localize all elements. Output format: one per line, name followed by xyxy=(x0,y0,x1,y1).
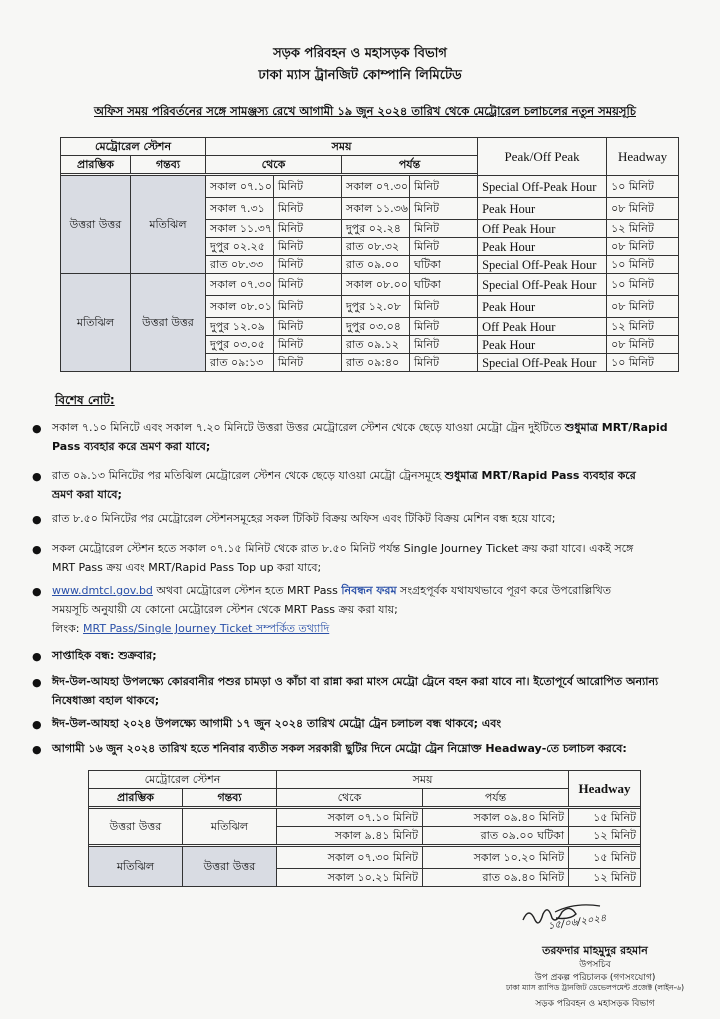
header-dest: গন্তব্য xyxy=(131,156,206,174)
note-2-emphasis-2: ভ্রমণ করা যাবে; xyxy=(52,488,122,501)
header-start: প্রারম্ভিক xyxy=(61,156,131,174)
table-row-from: দুপুর ০২.২৫ xyxy=(206,238,274,256)
table-row-from-unit: মিনিট xyxy=(274,354,342,372)
header-to: পর্যন্ত xyxy=(423,789,569,807)
group2-dest: উত্তরা উত্তর xyxy=(183,847,277,887)
table-row-to: রাত ০৯.০০ ঘটিকা xyxy=(423,827,569,845)
note-5-text: অথবা মেট্রোরেল স্টেশন হতে MRT Pass xyxy=(156,584,338,597)
dmtcl-website-link[interactable]: www.dmtcl.gov.bd xyxy=(52,584,153,597)
table-row-headway: ১২ মিনিট xyxy=(607,318,679,336)
note-5 xyxy=(52,581,677,638)
table-row-to-unit: ঘটিকা xyxy=(410,274,478,296)
table-row-headway: ১০ মিনিট xyxy=(607,176,679,198)
header-peak: Peak/Off Peak xyxy=(478,138,607,176)
table-row-from: সকাল ১০.২১ মিনিট xyxy=(277,869,423,887)
table-row-to-unit: মিনিট xyxy=(410,176,478,198)
mrt-info-link[interactable]: MRT Pass/Single Journey Ticket সম্পর্কিত তথ্যাদি xyxy=(82,622,330,635)
signatory-designation: উপ প্রকল্প পরিচালক (গণসংযোগ) xyxy=(534,973,656,983)
bullet-icon: ● xyxy=(32,650,42,663)
table-row-to: রাত ০৯.১২ xyxy=(342,336,410,354)
page-headline: অফিস সময় পরিবর্তনের সঙ্গে সামঞ্জস্য রেখে আগামী ১৯ জুন ২০২৪ তারিখ থেকে মেট্রোরেল চলাচলের নতুন সময়সূচি xyxy=(94,104,636,118)
table-row-from: রাত ০৯:১৩ xyxy=(206,354,274,372)
table-row-to-unit: মিনিট xyxy=(410,296,478,318)
note-5-link-label: লিংক: xyxy=(52,622,80,635)
table-row-to: রাত ০৮.৩২ xyxy=(342,238,410,256)
table-row-to: রাত ০৯.৪০ মিনিট xyxy=(423,869,569,887)
table-row-from: রাত ০৮.৩৩ xyxy=(206,256,274,274)
header-time: সময় xyxy=(277,771,569,789)
bullet-icon: ● xyxy=(32,513,42,526)
table-row-peak: Special Off-Peak Hour xyxy=(478,274,607,296)
group2-dest: উত্তরা উত্তর xyxy=(131,274,206,372)
bullet-icon: ● xyxy=(32,718,42,731)
bullet-icon: ● xyxy=(32,543,42,556)
table-row-from: সকাল ৭.৩১ xyxy=(206,198,274,220)
header-from: থেকে xyxy=(206,156,342,174)
note-2-text: রাত ০৯.১৩ মিনিটের পর মতিঝিল মেট্রোরেল স্টেশন থেকে ছেড়ে যাওয়া মেট্রো ট্রেনসমূহে xyxy=(52,469,442,482)
note-8: ঈদ-উল-আযহা ২০২৪ উপলক্ষ্যে আগামী ১৭ জুন ২০২৪ তারিখ মেট্রো ট্রেন চলাচল বন্ধ থাকবে; এবং xyxy=(52,717,502,730)
header-start: প্রারম্ভিক xyxy=(89,789,183,807)
table-row-to: সকাল ১১.৩৬ xyxy=(342,198,410,220)
signature-date: ১৫/০৬/২০২৪ xyxy=(547,912,608,933)
group1-dest: মতিঝিল xyxy=(131,176,206,274)
note-7-text-2: নিষেধাজ্ঞা বহাল থাকবে; xyxy=(52,694,160,707)
table-row-from: সকাল ০৭.৩০ মিনিট xyxy=(277,847,423,869)
group1-start: উত্তরা উত্তর xyxy=(89,809,183,845)
table-row-to: দুপুর ০৩.০৪ xyxy=(342,318,410,336)
table-row-to-unit: মিনিট xyxy=(410,220,478,238)
note-7 xyxy=(52,672,677,710)
table-row-peak: Special Off-Peak Hour xyxy=(478,256,607,274)
table-row-headway: ০৮ মিনিট xyxy=(607,336,679,354)
table-row-to: সকাল ০৮.০০ xyxy=(342,274,410,296)
signatory-title: উপসচিব xyxy=(579,960,611,970)
table-row-headway: ১০ মিনিট xyxy=(607,354,679,372)
table-row-headway: ১৫ মিনিট xyxy=(569,809,641,827)
bullet-icon: ● xyxy=(32,422,42,435)
table-row-to: সকাল ১০.২০ মিনিট xyxy=(423,847,569,869)
note-2-emphasis: শুধুমাত্র MRT/Rapid Pass ব্যবহার করে xyxy=(444,469,636,482)
group1-start: উত্তরা উত্তর xyxy=(61,176,131,274)
note-4 xyxy=(52,539,677,577)
table-row-headway: ১২ মিনিট xyxy=(569,869,641,887)
table-row-headway: ১০ মিনিট xyxy=(607,274,679,296)
group2-start: মতিঝিল xyxy=(61,274,131,372)
bullet-icon: ● xyxy=(32,743,42,756)
table-row-from: সকাল ০৭.৩০ xyxy=(206,274,274,296)
table-row-headway: ১২ মিনিট xyxy=(607,220,679,238)
table-row-peak: Peak Hour xyxy=(478,198,607,220)
group1-dest: মতিঝিল xyxy=(183,809,277,845)
note-4-text-2: MRT Pass ক্রয় এবং MRT/Rapid Pass Top up করা যাবে; xyxy=(52,561,322,574)
signatory-name: তরফদার মাহমুদুর রহমান xyxy=(542,944,648,957)
group2-start: মতিঝিল xyxy=(89,847,183,887)
header-headway: Headway xyxy=(607,138,679,176)
table-row-headway: ০৮ মিনিট xyxy=(607,198,679,220)
signatory-project: ঢাকা ম্যাস র‍্যাপিড ট্রানজিট ডেভেলপমেন্ট প্রজেক্ট (লাইন-৬) xyxy=(505,983,685,992)
header-station: মেট্রোরেল স্টেশন xyxy=(89,771,277,789)
table-row-from: দুপুর ১২.০৯ xyxy=(206,318,274,336)
schedule-table xyxy=(60,137,679,372)
header-from: থেকে xyxy=(277,789,423,807)
registration-form-link[interactable]: নিবন্ধন ফরম xyxy=(341,584,397,597)
note-4-text: সকল মেট্রোরেল স্টেশন হতে সকাল ০৭.১৫ মিনিট থেকে রাত ৮.৫০ মিনিট পর্যন্ত Single Journey Ticket ক্রয় করা যাবে। একই সঙ্গে xyxy=(52,542,634,555)
table-row-to: সকাল ০৯.৪০ মিনিট xyxy=(423,809,569,827)
table-row-from: সকাল ০৭.১০ মিনিট xyxy=(277,809,423,827)
table-row-from-unit: মিনিট xyxy=(274,318,342,336)
table-row-to-unit: মিনিট xyxy=(410,318,478,336)
note-9: আগামী ১৬ জুন ২০২৪ তারিখ হতে শনিবার ব্যতীত সকল সরকারী ছুটির দিনে মেট্রো ট্রেন নিম্নোক্ত Headway-তে চলাচল করবে: xyxy=(52,742,627,755)
header-to: পর্যন্ত xyxy=(342,156,478,174)
ministry-name: সড়ক পরিবহন ও মহাসড়ক বিভাগ xyxy=(273,46,447,61)
table-row-peak: Peak Hour xyxy=(478,296,607,318)
table-row-to: রাত ০৯:৪০ xyxy=(342,354,410,372)
table-row-from-unit: মিনিট xyxy=(274,274,342,296)
table-row-headway: ১৫ মিনিট xyxy=(569,847,641,869)
note-1-emphasis-2: Pass ব্যবহার করে ভ্রমণ করা যাবে; xyxy=(52,440,211,453)
table-row-to-unit: মিনিট xyxy=(410,198,478,220)
bullet-icon: ● xyxy=(32,676,42,689)
table-row-peak: Off Peak Hour xyxy=(478,220,607,238)
note-6: সাপ্তাহিক বন্ধ: শুক্রবার; xyxy=(52,649,157,662)
header-time: সময় xyxy=(206,138,478,156)
table-row-from-unit: মিনিট xyxy=(274,296,342,318)
table-row-peak: Peak Hour xyxy=(478,238,607,256)
table-row-from: সকাল ০৮.০১ xyxy=(206,296,274,318)
company-name: ঢাকা ম্যাস ট্রানজিট কোম্পানি লিমিটেড xyxy=(258,68,462,83)
table-row-headway: ১০ মিনিট xyxy=(607,256,679,274)
header-dest: গন্তব্য xyxy=(183,789,277,807)
note-1 xyxy=(52,418,677,456)
notes-title: বিশেষ নোট: xyxy=(55,393,115,407)
note-5-text-2: সংগ্রহপূর্বক যথাযথভাবে পূরণ করে উপরোল্লিখিত xyxy=(400,584,612,597)
table-row-headway: ১২ মিনিট xyxy=(569,827,641,845)
note-7-text: ঈদ-উল-আযহা উপলক্ষ্যে কোরবানীর পশুর চামড়া ও কাঁচা বা রান্না করা মাংস মেট্রো ট্রেনে বহন করা যাবে না। ইতোপূর্বে আরোপিত অন্যান্য xyxy=(52,675,659,688)
table-row-from-unit: মিনিট xyxy=(274,256,342,274)
note-5-text-3: সময়সূচি অনুযায়ী যে কোনো মেট্রোরেল স্টেশন থেকে MRT Pass ক্রয় করা যায়; xyxy=(52,603,398,616)
table-row-to: দুপুর ০২.২৪ xyxy=(342,220,410,238)
table-row-from-unit: মিনিট xyxy=(274,336,342,354)
table-row-from: সকাল ১১.৩৭ xyxy=(206,220,274,238)
table-row-to: রাত ০৯.০০ xyxy=(342,256,410,274)
table-row-to-unit: ঘটিকা xyxy=(410,256,478,274)
header-headway: Headway xyxy=(569,771,641,807)
table-row-from-unit: মিনিট xyxy=(274,238,342,256)
table-row-peak: Off Peak Hour xyxy=(478,318,607,336)
table-row-to: দুপুর ১২.০৮ xyxy=(342,296,410,318)
table-row-peak: Peak Hour xyxy=(478,336,607,354)
table-row-from-unit: মিনিট xyxy=(274,198,342,220)
bullet-icon: ● xyxy=(32,470,42,483)
table-row-from-unit: মিনিট xyxy=(274,176,342,198)
table-row-headway: ০৮ মিনিট xyxy=(607,238,679,256)
table-row-from: দুপুর ০৩.০৫ xyxy=(206,336,274,354)
signatory-division: সড়ক পরিবহন ও মহাসড়ক বিভাগ xyxy=(535,999,655,1009)
table-row-from: সকাল ৯.৪১ মিনিট xyxy=(277,827,423,845)
table-row-peak: Special Off-Peak Hour xyxy=(478,354,607,372)
holiday-schedule-table xyxy=(88,770,641,887)
table-row-from-unit: মিনিট xyxy=(274,220,342,238)
table-row-to-unit: মিনিট xyxy=(410,238,478,256)
table-row-to-unit: মিনিট xyxy=(410,336,478,354)
table-row-to-unit: মিনিট xyxy=(410,354,478,372)
note-1-emphasis: শুধুমাত্র MRT/Rapid xyxy=(564,421,668,434)
note-1-text: সকাল ৭.১০ মিনিটে এবং সকাল ৭.২০ মিনিটে উত্তরা উত্তর মেট্রোরেল স্টেশন থেকে ছেড়ে যাওয়া মেট্রো ট্রেন দুইটিতে xyxy=(52,421,562,434)
header-station: মেট্রোরেল স্টেশন xyxy=(61,138,206,156)
table-row-headway: ০৮ মিনিট xyxy=(607,296,679,318)
table-row-peak: Special Off-Peak Hour xyxy=(478,176,607,198)
table-row-from: সকাল ০৭.১০ xyxy=(206,176,274,198)
note-3: রাত ৮.৫০ মিনিটের পর মেট্রোরেল স্টেশনসমূহের সকল টিকিট বিক্রয় অফিস এবং টিকিট বিক্রয় মেশিন বন্ধ হয়ে যাবে; xyxy=(52,512,556,525)
bullet-icon: ● xyxy=(32,585,42,598)
table-row-to: সকাল ০৭.৩০ xyxy=(342,176,410,198)
note-2 xyxy=(52,466,677,504)
